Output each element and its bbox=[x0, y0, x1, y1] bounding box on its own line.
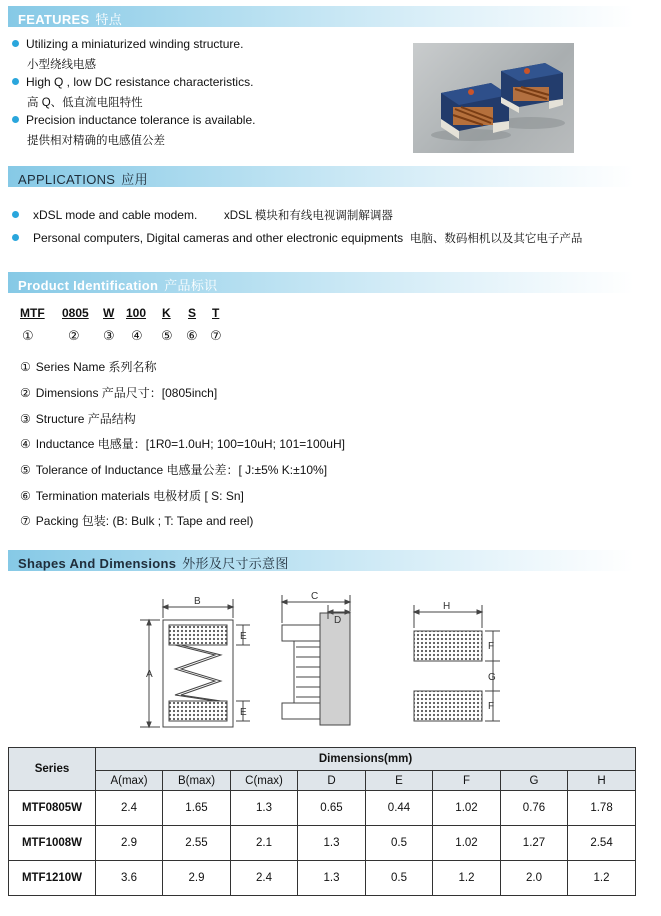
features-title: FEATURES bbox=[18, 12, 90, 27]
marker: ⑦ bbox=[210, 328, 222, 343]
dimension-drawing bbox=[0, 585, 661, 745]
marker: ④ bbox=[131, 328, 143, 343]
code-structure: W bbox=[103, 306, 115, 320]
column-header: B(max) bbox=[163, 771, 231, 791]
dim-label-C: C bbox=[311, 591, 319, 602]
features-header bbox=[8, 6, 634, 27]
dim-label-G: G bbox=[488, 672, 496, 683]
bullet-icon bbox=[12, 116, 19, 123]
bullet-icon bbox=[12, 211, 19, 218]
feature-item-cn: 小型绕线电感 bbox=[27, 59, 96, 71]
bullet-icon bbox=[12, 234, 19, 241]
feature-item-cn: 提供相对精确的电感值公差 bbox=[27, 135, 165, 147]
shapes-header bbox=[8, 550, 634, 571]
dim-label-H: H bbox=[443, 601, 451, 612]
applications-header bbox=[8, 166, 634, 187]
code-tolerance: K bbox=[162, 306, 171, 320]
feature-item: Precision inductance tolerance is available. bbox=[12, 113, 255, 127]
dimensions-header: Dimensions(mm) bbox=[96, 748, 636, 771]
pi-item: ④ Inductance 电感量：[1R0=1.0uH; 100=10uH; 101=100uH] bbox=[20, 437, 345, 451]
applications-title-cn: 应用 bbox=[121, 172, 148, 187]
product-id-header bbox=[8, 272, 634, 293]
feature-item: High Q , low DC resistance characteristics. bbox=[12, 75, 253, 89]
column-header: H bbox=[568, 771, 636, 791]
dimensions-table bbox=[8, 747, 636, 896]
application-item: xDSL mode and cable modem. xDSL 模块和有线电视调制解调器 bbox=[12, 207, 393, 223]
feature-item: Utilizing a miniaturized winding structure. bbox=[12, 37, 243, 51]
marker: ① bbox=[22, 328, 34, 343]
pi-item: ⑦ Packing 包装: (B: Bulk ; T: Tape and reel) bbox=[20, 514, 254, 528]
series-header: Series bbox=[9, 748, 96, 791]
product-id-title-cn: 产品标识 bbox=[164, 278, 218, 293]
shapes-title-cn: 外形及尺寸示意图 bbox=[182, 556, 289, 571]
bullet-icon bbox=[12, 40, 19, 47]
shapes-title: Shapes And Dimensions bbox=[18, 556, 177, 571]
column-header: D bbox=[298, 771, 366, 791]
column-header: C(max) bbox=[231, 771, 298, 791]
column-header: F bbox=[433, 771, 501, 791]
product-photo bbox=[413, 43, 574, 153]
marker: ③ bbox=[103, 328, 115, 343]
code-inductance: 100 bbox=[126, 306, 147, 320]
pi-item: ② Dimensions 产品尺寸：[0805inch] bbox=[20, 386, 218, 400]
marker: ② bbox=[68, 328, 80, 343]
code-series: MTF bbox=[20, 306, 45, 320]
code-packing: T bbox=[212, 306, 220, 320]
table-row: MTF1008W 2.9 2.55 2.1 1.3 0.5 1.02 1.27 2.54 bbox=[9, 826, 636, 861]
pi-item: ③ Structure 产品结构 bbox=[20, 412, 136, 426]
marker: ⑤ bbox=[161, 328, 173, 343]
marker: ⑥ bbox=[186, 328, 198, 343]
table-row: MTF0805W 2.4 1.65 1.3 0.65 0.44 1.02 0.76 1.78 bbox=[9, 791, 636, 826]
code-dimensions: 0805 bbox=[62, 306, 89, 320]
dim-label-F: F bbox=[488, 641, 495, 652]
column-header: E bbox=[366, 771, 433, 791]
product-id-title: Product Identification bbox=[18, 278, 159, 293]
bullet-icon bbox=[12, 78, 19, 85]
dim-label-F: F bbox=[488, 701, 495, 712]
features-title-cn: 特点 bbox=[95, 12, 123, 27]
table-row: MTF1210W 3.6 2.9 2.4 1.3 0.5 1.2 2.0 1.2 bbox=[9, 861, 636, 896]
dim-label-E: E bbox=[240, 707, 247, 718]
dim-label-E: E bbox=[240, 631, 247, 642]
pi-item: ⑥ Termination materials 电极材质 [ S: Sn] bbox=[20, 489, 244, 503]
dim-label-D: D bbox=[334, 615, 342, 626]
pi-item: ⑤ Tolerance of Inductance 电感量公差：[ J:±5% K:±10%] bbox=[20, 463, 328, 477]
application-item: Personal computers, Digital cameras and other electronic equipments 电脑、数码相机以及其它电子产品 bbox=[12, 230, 582, 246]
column-header: A(max) bbox=[96, 771, 163, 791]
feature-item-cn: 高 Q、低直流电阻特性 bbox=[27, 97, 143, 109]
applications-title: APPLICATIONS bbox=[18, 172, 116, 187]
dim-label-B: B bbox=[194, 596, 201, 607]
code-termination: S bbox=[188, 306, 197, 320]
column-header: G bbox=[501, 771, 568, 791]
dim-label-A: A bbox=[146, 669, 153, 680]
pi-item: ① Series Name 系列名称 bbox=[20, 360, 157, 374]
